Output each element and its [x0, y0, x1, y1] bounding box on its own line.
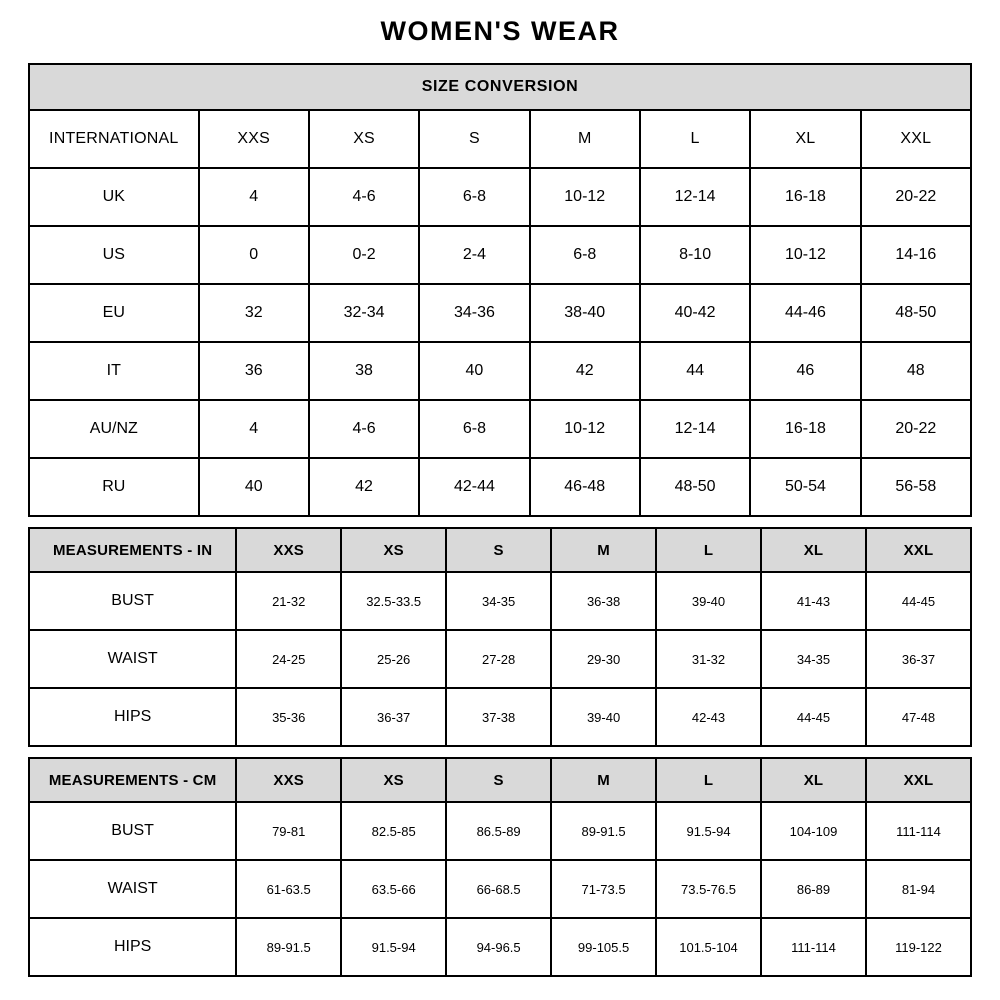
value-cell: 6-8: [419, 168, 529, 226]
value-cell: 29-30: [551, 630, 656, 688]
table-row: [29, 458, 971, 516]
value-cell: 91.5-94: [341, 918, 446, 976]
value-cell: 31-32: [656, 630, 761, 688]
size-header: XXL: [866, 758, 971, 802]
value-cell: 36-38: [551, 572, 656, 630]
size-header: L: [640, 110, 750, 168]
row-label: IT: [29, 342, 199, 400]
column-header-row: [29, 758, 971, 802]
table-title-row: [29, 64, 971, 110]
value-cell: 111-114: [761, 918, 866, 976]
value-cell: 37-38: [446, 688, 551, 746]
value-cell: 56-58: [861, 458, 971, 516]
value-cell: 32.5-33.5: [341, 572, 446, 630]
size-header: XL: [750, 110, 860, 168]
value-cell: 44-45: [866, 572, 971, 630]
size-header: XL: [761, 758, 866, 802]
value-cell: 10-12: [530, 168, 640, 226]
value-cell: 27-28: [446, 630, 551, 688]
table-row: [29, 342, 971, 400]
value-cell: 6-8: [419, 400, 529, 458]
table-row: [29, 802, 971, 860]
value-cell: 38: [309, 342, 419, 400]
value-cell: 39-40: [551, 688, 656, 746]
value-cell: 16-18: [750, 400, 860, 458]
size-header: S: [419, 110, 529, 168]
value-cell: 32: [199, 284, 309, 342]
value-cell: 63.5-66: [341, 860, 446, 918]
value-cell: 42: [309, 458, 419, 516]
table-row: [29, 168, 971, 226]
value-cell: 119-122: [866, 918, 971, 976]
column-header-row: [29, 110, 971, 168]
value-cell: 46: [750, 342, 860, 400]
value-cell: 86.5-89: [446, 802, 551, 860]
row-label: AU/NZ: [29, 400, 199, 458]
value-cell: 79-81: [236, 802, 341, 860]
size-header: XS: [341, 758, 446, 802]
value-cell: 4: [199, 168, 309, 226]
size-header: XS: [309, 110, 419, 168]
value-cell: 81-94: [866, 860, 971, 918]
size-header: L: [656, 758, 761, 802]
value-cell: 36: [199, 342, 309, 400]
table-row: [29, 630, 971, 688]
table-row: [29, 860, 971, 918]
value-cell: 89-91.5: [236, 918, 341, 976]
corner-header: MEASUREMENTS - IN: [29, 528, 236, 572]
value-cell: 99-105.5: [551, 918, 656, 976]
value-cell: 40: [419, 342, 529, 400]
size-header: XXS: [236, 758, 341, 802]
value-cell: 10-12: [750, 226, 860, 284]
table-row: [29, 572, 971, 630]
table-row: [29, 226, 971, 284]
value-cell: 0: [199, 226, 309, 284]
value-cell: 42: [530, 342, 640, 400]
size-header: XXL: [866, 528, 971, 572]
row-label: US: [29, 226, 199, 284]
size-header: S: [446, 758, 551, 802]
value-cell: 73.5-76.5: [656, 860, 761, 918]
size-header: S: [446, 528, 551, 572]
value-cell: 35-36: [236, 688, 341, 746]
table-row: [29, 284, 971, 342]
value-cell: 4-6: [309, 400, 419, 458]
value-cell: 47-48: [866, 688, 971, 746]
value-cell: 91.5-94: [656, 802, 761, 860]
value-cell: 94-96.5: [446, 918, 551, 976]
value-cell: 20-22: [861, 168, 971, 226]
size-header: M: [551, 758, 656, 802]
value-cell: 36-37: [866, 630, 971, 688]
value-cell: 0-2: [309, 226, 419, 284]
value-cell: 12-14: [640, 168, 750, 226]
value-cell: 16-18: [750, 168, 860, 226]
value-cell: 89-91.5: [551, 802, 656, 860]
value-cell: 101.5-104: [656, 918, 761, 976]
value-cell: 44-46: [750, 284, 860, 342]
measurements-in-table: [28, 527, 972, 747]
value-cell: 21-32: [236, 572, 341, 630]
value-cell: 20-22: [861, 400, 971, 458]
value-cell: 25-26: [341, 630, 446, 688]
value-cell: 2-4: [419, 226, 529, 284]
value-cell: 8-10: [640, 226, 750, 284]
size-header: M: [551, 528, 656, 572]
size-header: XXL: [861, 110, 971, 168]
value-cell: 40: [199, 458, 309, 516]
corner-header: INTERNATIONAL: [29, 110, 199, 168]
corner-header: MEASUREMENTS - CM: [29, 758, 236, 802]
value-cell: 34-36: [419, 284, 529, 342]
size-header: XL: [761, 528, 866, 572]
value-cell: 71-73.5: [551, 860, 656, 918]
size-header: L: [656, 528, 761, 572]
table-row: [29, 400, 971, 458]
row-label: WAIST: [29, 860, 236, 918]
value-cell: 46-48: [530, 458, 640, 516]
row-label: WAIST: [29, 630, 236, 688]
value-cell: 66-68.5: [446, 860, 551, 918]
value-cell: 111-114: [866, 802, 971, 860]
value-cell: 24-25: [236, 630, 341, 688]
size-header: XXS: [199, 110, 309, 168]
table-row: [29, 918, 971, 976]
size-header: XXS: [236, 528, 341, 572]
value-cell: 38-40: [530, 284, 640, 342]
value-cell: 48-50: [861, 284, 971, 342]
value-cell: 82.5-85: [341, 802, 446, 860]
table-row: [29, 688, 971, 746]
value-cell: 4: [199, 400, 309, 458]
value-cell: 50-54: [750, 458, 860, 516]
value-cell: 44: [640, 342, 750, 400]
row-label: BUST: [29, 802, 236, 860]
value-cell: 34-35: [761, 630, 866, 688]
row-label: UK: [29, 168, 199, 226]
row-label: RU: [29, 458, 199, 516]
column-header-row: [29, 528, 971, 572]
row-label: BUST: [29, 572, 236, 630]
value-cell: 61-63.5: [236, 860, 341, 918]
value-cell: 6-8: [530, 226, 640, 284]
size-header: M: [530, 110, 640, 168]
row-label: HIPS: [29, 918, 236, 976]
value-cell: 36-37: [341, 688, 446, 746]
value-cell: 40-42: [640, 284, 750, 342]
value-cell: 48: [861, 342, 971, 400]
value-cell: 32-34: [309, 284, 419, 342]
size-conversion-table: [28, 63, 972, 517]
value-cell: 104-109: [761, 802, 866, 860]
table-title: SIZE CONVERSION: [29, 64, 971, 110]
row-label: HIPS: [29, 688, 236, 746]
value-cell: 4-6: [309, 168, 419, 226]
value-cell: 42-44: [419, 458, 529, 516]
value-cell: 39-40: [656, 572, 761, 630]
measurements-cm-table: [28, 757, 972, 977]
value-cell: 14-16: [861, 226, 971, 284]
value-cell: 12-14: [640, 400, 750, 458]
page-title: WOMEN'S WEAR: [380, 16, 620, 46]
value-cell: 41-43: [761, 572, 866, 630]
value-cell: 48-50: [640, 458, 750, 516]
row-label: EU: [29, 284, 199, 342]
value-cell: 10-12: [530, 400, 640, 458]
value-cell: 42-43: [656, 688, 761, 746]
value-cell: 86-89: [761, 860, 866, 918]
value-cell: 34-35: [446, 572, 551, 630]
size-chart-page: [28, 0, 972, 977]
size-header: XS: [341, 528, 446, 572]
value-cell: 44-45: [761, 688, 866, 746]
